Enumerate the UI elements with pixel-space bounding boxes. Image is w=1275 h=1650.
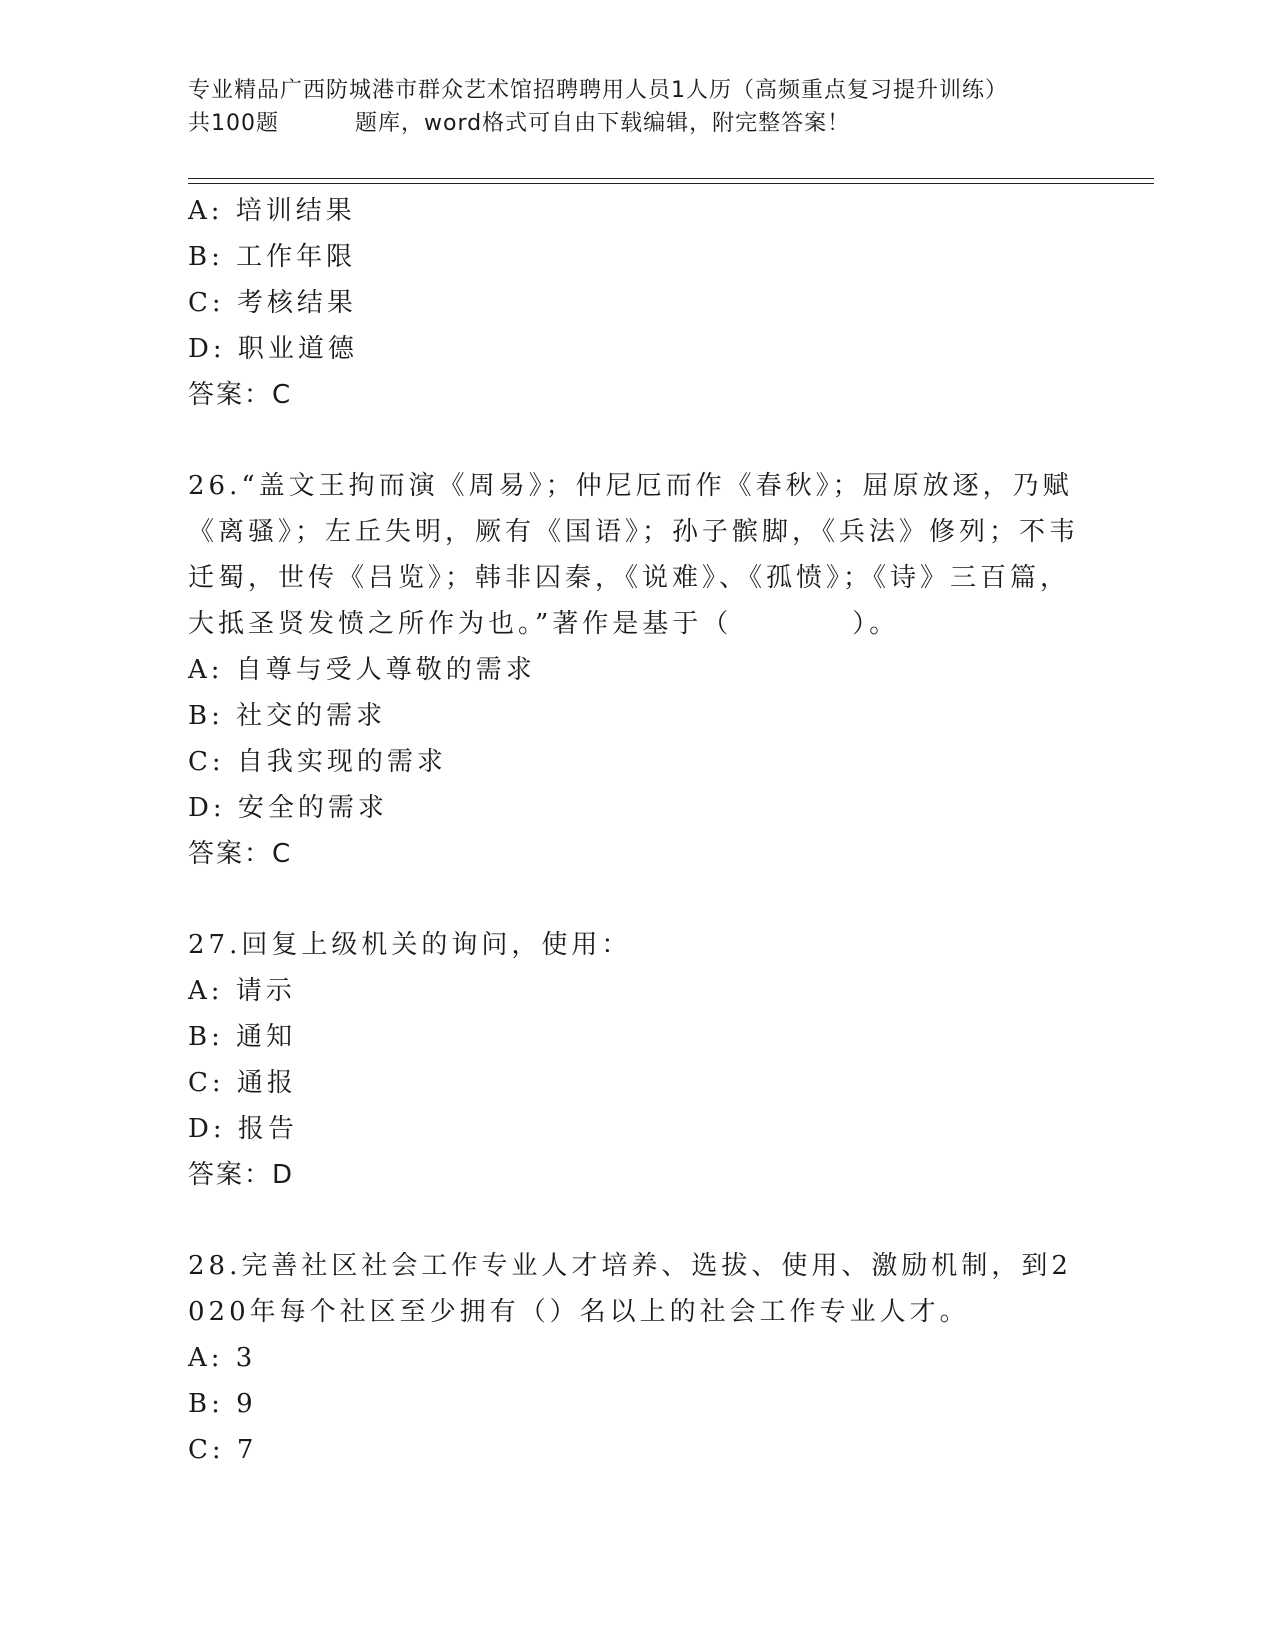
option-a: A: 请示 (188, 976, 296, 1006)
header-title: 专业精品广西防城港市群众艺术馆招聘聘用人员1人历（高频重点复习提升训练） (188, 78, 1008, 103)
question-stem-end: ）。 (852, 609, 900, 639)
header-divider-bottom (188, 183, 1154, 184)
question-25-continued (188, 188, 1088, 418)
question-27 (188, 922, 1088, 1198)
answer-label: 答案：C (188, 380, 293, 410)
option-a: A: 3 (188, 1343, 257, 1373)
option-d: D: 报告 (188, 1114, 298, 1144)
option-a: A: 自尊与受人尊敬的需求 (188, 655, 536, 685)
question-26 (188, 463, 1088, 877)
answer-label: 答案：C (188, 839, 293, 869)
option-c: C: 通报 (188, 1068, 297, 1098)
option-b: B: 社交的需求 (188, 701, 387, 731)
header-divider-top (188, 178, 1154, 179)
document-header (188, 74, 1088, 140)
question-28 (188, 1243, 1088, 1473)
option-a: A: 培训结果 (188, 196, 356, 226)
header-subtitle (188, 107, 1088, 140)
option-c: C: 7 (188, 1435, 258, 1465)
option-b: B: 9 (188, 1389, 257, 1419)
answer-label: 答案：D (188, 1160, 295, 1190)
question-list (188, 188, 1088, 1473)
question-text: 27.回复上级机关的询问，使用： (188, 930, 632, 960)
option-b: B: 工作年限 (188, 242, 357, 272)
question-text (188, 463, 1088, 647)
option-d: D: 安全的需求 (188, 793, 388, 823)
option-d: D: 职业道德 (188, 334, 358, 364)
option-c: C: 考核结果 (188, 288, 357, 318)
option-b: B: 通知 (188, 1022, 297, 1052)
option-c: C: 自我实现的需求 (188, 747, 447, 777)
question-text: 28.完善社区社会工作专业人才培养、选拔、使用、激励机制，到2020年每个社区至少拥有（）名以上的社会工作专业人才。 (188, 1251, 1072, 1327)
header-description: 题库，word格式可自由下载编辑，附完整答案！ (355, 111, 851, 136)
header-count: 共100题 (188, 111, 279, 136)
question-stem: 26.“盖文王拘而演《周易》；仲尼厄而作《春秋》；屈原放逐，乃赋《离骚》；左丘失明，厥有《国语》；孙子髌脚，《兵法》修列；不韦迁蜀，世传《吕览》；韩非囚秦，《说难》、《孤愤》；《诗》三百篇，大抵圣贤发愤之所作为也。”著作是基于（ (188, 471, 1080, 639)
